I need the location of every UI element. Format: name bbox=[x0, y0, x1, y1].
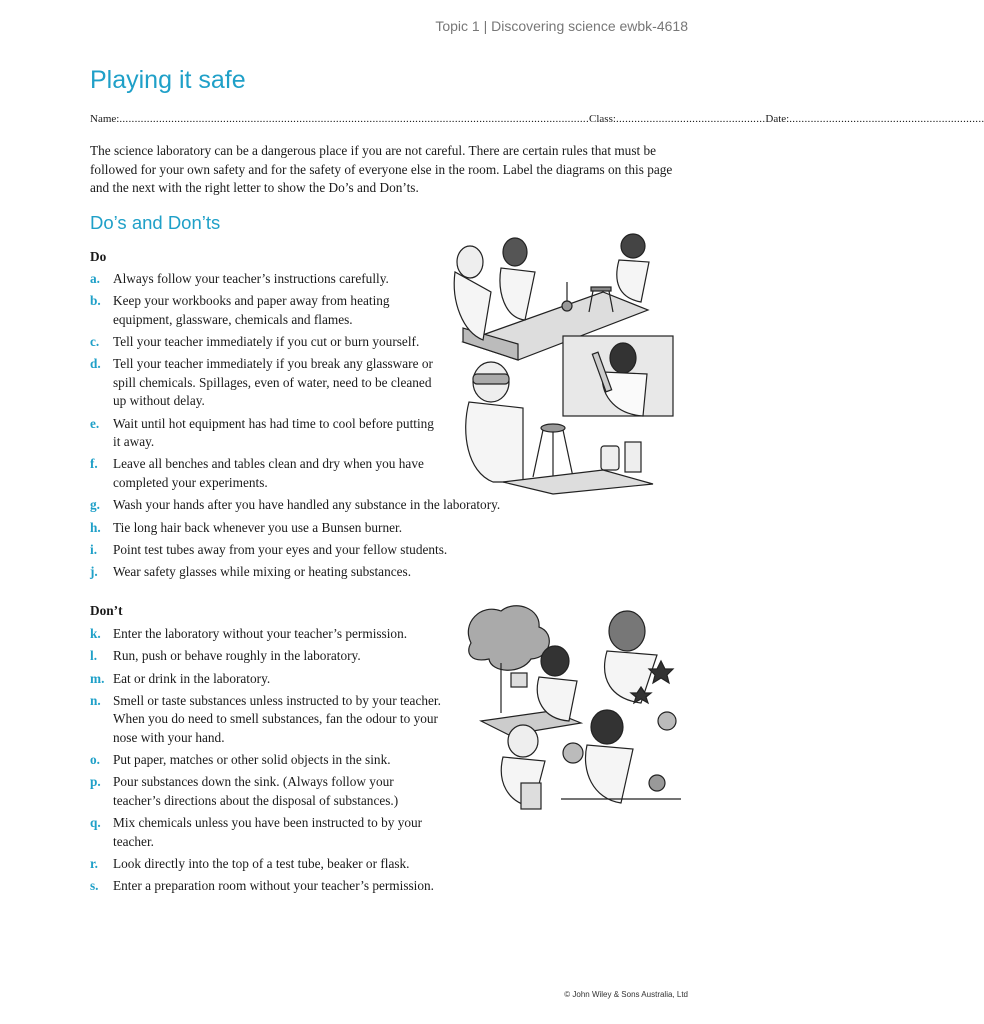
item-letter: r. bbox=[90, 856, 99, 872]
item-text: Tie long hair back whenever you use a Bunsen burner. bbox=[113, 519, 403, 535]
topic-header: Topic 1 | Discovering science ewbk-4618 bbox=[435, 18, 688, 34]
donts-illustration-drawing bbox=[461, 603, 693, 817]
item-text: Put paper, matches or other solid objects in the sink. bbox=[113, 752, 391, 768]
dont-item-m bbox=[90, 670, 450, 689]
do-heading: Do bbox=[90, 249, 107, 264]
item-letter: n. bbox=[90, 692, 101, 708]
do-item-j bbox=[90, 563, 510, 582]
date-field[interactable]: ................................................................ bbox=[789, 113, 984, 125]
name-label: Name: bbox=[90, 113, 120, 125]
item-text: Tell your teacher immediately if you cut or burn yourself. bbox=[113, 334, 420, 350]
item-text: Wear safety glasses while mixing or heating substances. bbox=[113, 564, 412, 580]
item-text: Keep your workbooks and paper away from heating equipment, glassware, chemicals and flames. bbox=[113, 293, 390, 327]
donts-illustration bbox=[461, 603, 693, 817]
item-letter: b. bbox=[90, 293, 101, 309]
date-label: Date: bbox=[765, 113, 790, 125]
item-text: Eat or drink in the laboratory. bbox=[113, 670, 271, 686]
dos-illustration bbox=[443, 232, 691, 494]
item-letter: l. bbox=[90, 648, 98, 664]
item-letter: h. bbox=[90, 519, 101, 535]
item-letter: g. bbox=[90, 497, 100, 513]
dont-item-n bbox=[90, 692, 450, 748]
item-text: Pour substances down the sink. (Always follow your teacher’s directions about the disposal of substances.) bbox=[113, 774, 399, 808]
class-label: Class: bbox=[589, 113, 616, 125]
item-letter: j. bbox=[90, 564, 98, 580]
item-text: Tell your teacher immediately if you break any glassware or spill chemicals. Spillages, even of water, need to be cleaned up without delay. bbox=[113, 356, 433, 409]
item-text: Mix chemicals unless you have been instructed to by your teacher. bbox=[113, 815, 423, 849]
dont-item-o bbox=[90, 751, 450, 770]
item-letter: s. bbox=[90, 878, 99, 894]
item-letter: m. bbox=[90, 670, 105, 686]
item-text: Leave all benches and tables clean and dry when you have completed your experiments. bbox=[113, 456, 424, 490]
item-text: Look directly into the top of a test tube, beaker or flask. bbox=[113, 856, 410, 872]
item-letter: p. bbox=[90, 774, 101, 790]
intro-paragraph: The science laboratory can be a dangerous place if you are not careful. There are certain rules that must be followed for your own safety and for the safety of everyone else in the room. Label the diagrams on this page and the next with the right letter to show the Do’s and Don’ts. bbox=[90, 143, 673, 195]
copyright: © John Wiley & Sons Australia, Ltd bbox=[564, 990, 688, 999]
dont-heading: Don’t bbox=[90, 603, 123, 618]
item-letter: f. bbox=[90, 456, 98, 472]
name-class-date-line bbox=[90, 113, 984, 125]
item-letter: c. bbox=[90, 334, 100, 350]
item-letter: q. bbox=[90, 815, 101, 831]
item-text: Wait until hot equipment has had time to cool before putting it away. bbox=[113, 415, 434, 450]
dont-item-s bbox=[90, 877, 450, 896]
class-field[interactable]: ................................................. bbox=[615, 113, 766, 125]
item-text: Run, push or behave roughly in the laboratory. bbox=[113, 648, 361, 664]
item-text: Enter the laboratory without your teacher’s permission. bbox=[113, 626, 408, 641]
do-item-g bbox=[90, 496, 510, 515]
do-item-i bbox=[90, 541, 510, 560]
item-text: Point test tubes away from your eyes and your fellow students. bbox=[113, 541, 448, 557]
dont-list bbox=[90, 625, 450, 900]
item-text: Always follow your teacher’s instructions carefully. bbox=[113, 271, 389, 286]
item-text: Enter a preparation room without your teacher’s permission. bbox=[113, 878, 435, 894]
dos-illustration-drawing bbox=[443, 232, 691, 494]
item-letter: o. bbox=[90, 752, 100, 768]
item-letter: d. bbox=[90, 356, 101, 372]
item-text: Wash your hands after you have handled any substance in the laboratory. bbox=[113, 497, 501, 513]
item-letter: a. bbox=[90, 271, 100, 286]
do-item-h bbox=[90, 519, 510, 538]
item-letter: i. bbox=[90, 541, 98, 557]
dont-item-p bbox=[90, 773, 450, 810]
dont-item-r bbox=[90, 855, 450, 874]
section-heading: Do’s and Don’ts bbox=[90, 212, 221, 233]
item-letter: k. bbox=[90, 626, 101, 641]
dont-item-k bbox=[90, 625, 450, 644]
dont-item-q bbox=[90, 814, 450, 851]
page-title: Playing it safe bbox=[90, 66, 246, 94]
item-text: Smell or taste substances unless instructed to by your teacher. When you do need to smell substances, fan the odour to your nose with your hand. bbox=[113, 692, 441, 745]
name-field[interactable]: .......................................................................................................................................................... bbox=[119, 113, 590, 125]
dont-item-l bbox=[90, 647, 450, 666]
item-letter: e. bbox=[90, 415, 100, 431]
